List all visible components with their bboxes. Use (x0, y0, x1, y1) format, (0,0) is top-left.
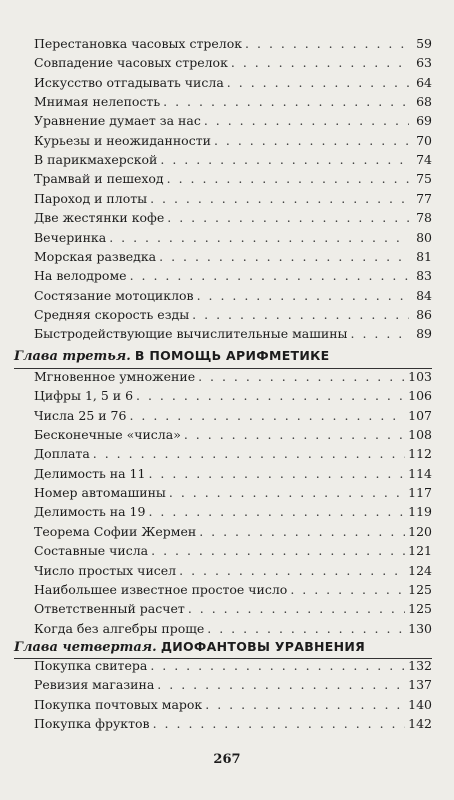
dot-leader (151, 541, 405, 561)
toc-entry (34, 189, 432, 209)
chapter-heading (14, 345, 432, 367)
toc-entry (34, 541, 432, 561)
toc-entry-page: 64 (416, 74, 432, 90)
dot-leader (159, 247, 409, 267)
toc-entry-title: Две жестянки кофе (34, 210, 165, 226)
toc-entry (34, 169, 432, 189)
toc-entry-page: 117 (408, 485, 432, 501)
toc-entry (34, 228, 432, 248)
toc-entry-page: 121 (408, 543, 432, 559)
toc-entry-title: Цифры 1, 5 и 6 (34, 388, 134, 404)
toc-entry-title: Искусство отгадывать числа (34, 74, 224, 90)
toc-entry-page: 103 (408, 369, 432, 384)
toc-entry-title: На велодроме (34, 268, 127, 284)
toc-entry-title: Мгновенное умножение (34, 369, 196, 384)
chapter-title: ДИОФАНТОВЫ УРАВНЕНИЯ (160, 639, 366, 654)
toc-entry-title: Доплата (34, 446, 90, 462)
toc-entry-page: 125 (408, 581, 432, 597)
toc-entry (34, 444, 432, 464)
toc-entry-page: 86 (416, 306, 432, 322)
toc-entry (34, 111, 432, 131)
dot-leader (150, 656, 405, 676)
toc-entry (34, 367, 432, 387)
dot-leader (192, 305, 409, 325)
toc-entry (34, 131, 432, 151)
toc-entry-page: 130 (408, 620, 432, 636)
toc-entry (34, 150, 432, 170)
chapter-label: Глава четвертая. (14, 640, 157, 655)
toc-entry (34, 675, 432, 695)
toc-entry-title: Ревизия магазина (34, 677, 155, 693)
toc-entry-page: 59 (416, 36, 432, 51)
toc-entry-title: Покупка фруктов (34, 716, 150, 732)
dot-leader (157, 675, 405, 695)
toc-entry (34, 502, 432, 522)
toc-entry-page: 140 (408, 696, 432, 712)
toc-entry (34, 208, 432, 228)
toc-entry (34, 464, 432, 484)
toc-entry-page: 114 (408, 465, 432, 481)
dot-leader (231, 53, 409, 73)
toc-entry-title: Средняя скорость езды (34, 306, 190, 322)
toc-entry (34, 483, 432, 503)
dot-leader (199, 522, 405, 542)
toc-entry-page: 75 (416, 171, 432, 187)
dot-leader (129, 406, 405, 426)
toc-entry-page: 89 (416, 326, 432, 342)
toc-entry-page: 124 (408, 562, 432, 578)
toc-entry-page: 132 (408, 658, 432, 673)
toc-entry-title: Бесконечные «числа» (34, 427, 181, 443)
toc-entry (34, 34, 432, 54)
toc-entry-title: Морская разведка (34, 248, 157, 264)
toc-entry-title: Перестановка часовых стрелок (34, 36, 243, 51)
toc-entry-title: Делимость на 11 (34, 465, 146, 481)
toc-entry (34, 286, 432, 306)
toc-entry-title: Когда без алгебры проще (34, 620, 205, 636)
toc-entry (34, 714, 432, 734)
toc-entry-page: 77 (416, 190, 432, 206)
dot-leader (150, 189, 409, 209)
dot-leader (93, 444, 405, 464)
dot-leader (163, 92, 409, 112)
toc-entry-title: Числа 25 и 76 (34, 407, 127, 423)
toc-entry-title: Теорема Софии Жермен (34, 523, 197, 539)
toc-entry-page: 108 (408, 427, 432, 443)
toc-entry-page: 78 (416, 210, 432, 226)
toc-entry (34, 324, 432, 344)
dot-leader (245, 34, 409, 54)
toc-entry (34, 406, 432, 426)
toc-entry-page: 119 (408, 504, 432, 520)
toc-entry (34, 580, 432, 600)
toc-entry-title: Ответственный расчет (34, 601, 185, 617)
toc-entry (34, 656, 432, 676)
toc-entry-title: Наибольшее известное простое число (34, 581, 288, 597)
toc-entry-title: Вечеринка (34, 229, 107, 245)
toc-entry (34, 73, 432, 93)
toc-entry (34, 305, 432, 325)
dot-leader (290, 580, 405, 600)
chapter-label: Глава третья. (14, 349, 131, 364)
toc-entry-title: Уравнение думает за нас (34, 113, 201, 129)
toc-entry-page: 81 (416, 248, 432, 264)
toc-entry-page: 83 (416, 268, 432, 284)
dot-leader (179, 561, 405, 581)
toc-entry-title: Делимость на 19 (34, 504, 146, 520)
toc-entry-title: Быстродействующие вычислительные машины (34, 326, 348, 342)
dot-leader (167, 208, 409, 228)
toc-entry-title: Курьезы и неожиданности (34, 132, 211, 148)
dot-leader (205, 695, 405, 715)
toc-entry-page: 74 (416, 152, 432, 168)
toc-entry-title: Составные числа (34, 543, 149, 559)
dot-leader (148, 464, 405, 484)
toc-entry-page: 63 (416, 55, 432, 71)
dot-leader (188, 599, 405, 619)
dot-leader (214, 131, 409, 151)
dot-leader (160, 150, 409, 170)
dot-leader (227, 73, 409, 93)
toc-entry (34, 247, 432, 267)
dot-leader (153, 714, 406, 734)
dot-leader (197, 286, 409, 306)
toc-entry-title: Мнимая нелепость (34, 94, 161, 110)
toc-entry (34, 92, 432, 112)
dot-leader (351, 324, 410, 344)
toc-entry (34, 599, 432, 619)
dot-leader (204, 111, 409, 131)
toc-entry-page: 70 (416, 132, 432, 148)
chapter-heading (14, 636, 432, 658)
toc-entry (34, 266, 432, 286)
toc-entry-page: 112 (408, 446, 432, 462)
toc-entry (34, 695, 432, 715)
page-number: 267 (213, 752, 241, 767)
toc-entry-title: В парикмахерской (34, 152, 158, 168)
toc-entry-page: 142 (408, 716, 432, 732)
dot-leader (167, 169, 409, 189)
dot-leader (169, 483, 405, 503)
toc-entry-title: Число простых чисел (34, 562, 177, 578)
toc-entry-page: 69 (416, 113, 432, 129)
toc-entry-title: Пароход и плоты (34, 190, 148, 206)
toc-entry-page: 106 (408, 388, 432, 404)
dot-leader (148, 502, 405, 522)
toc-entry-title: Номер автомашины (34, 485, 166, 501)
toc-entry-page: 84 (416, 287, 432, 303)
toc-entry-page: 120 (408, 523, 432, 539)
toc-entry (34, 386, 432, 406)
toc-entry-page: 107 (408, 407, 432, 423)
toc-entry-page: 68 (416, 94, 432, 110)
toc-entry (34, 561, 432, 581)
dot-leader (130, 266, 409, 286)
dot-leader (136, 386, 405, 406)
toc-entry (34, 522, 432, 542)
chapter-title: В ПОМОЩЬ АРИФМЕТИКЕ (134, 348, 330, 363)
toc-entry (34, 425, 432, 445)
toc-entry-title: Трамвай и пешеход (34, 171, 164, 187)
toc-entry-page: 137 (408, 677, 432, 693)
toc-entry-title: Покупка свитера (34, 658, 148, 673)
toc-entry-title: Совпадение часовых стрелок (34, 55, 228, 71)
toc-entry-page: 125 (408, 601, 432, 617)
toc-entry-title: Покупка почтовых марок (34, 696, 203, 712)
toc-entry-page: 80 (416, 229, 432, 245)
dot-leader (109, 228, 409, 248)
dot-leader (184, 425, 405, 445)
toc-entry-title: Состязание мотоциклов (34, 287, 194, 303)
toc-entry (34, 53, 432, 73)
dot-leader (198, 367, 405, 387)
